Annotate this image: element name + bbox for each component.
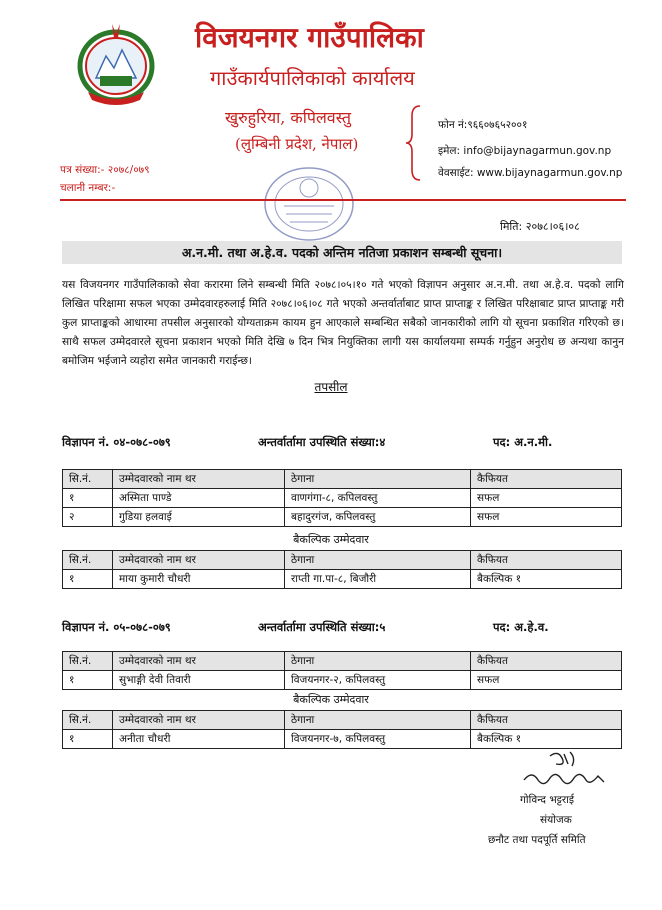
nepal-emblem-icon — [66, 20, 166, 106]
table-cell: विजयनगर-२, कपिलवस्तु — [285, 671, 471, 690]
header-cell: सि.नं. — [63, 652, 113, 671]
brace-divider — [404, 104, 422, 182]
attendance-count: अन्तर्वार्तामा उपस्थिति संख्या:४ — [258, 435, 386, 449]
header-cell: उम्मेदवारको नाम थर — [113, 551, 285, 570]
signatory-name: गोविन्द भट्टराई — [520, 794, 575, 806]
table-row — [63, 671, 622, 690]
alternate-table — [62, 710, 622, 749]
alternate-heading: बैकल्पिक उम्मेदवार — [293, 693, 369, 706]
header-divider — [60, 199, 626, 201]
post-name: पद: अ.हे.व. — [493, 620, 549, 634]
header-cell: सि.नं. — [63, 551, 113, 570]
advert-number: विज्ञापन नं. ०५-०७८-०७९ — [62, 620, 171, 634]
table-cell: बैकल्पिक १ — [471, 730, 622, 749]
post-name: पद: अ.न.मी. — [493, 435, 553, 449]
table-cell: १ — [63, 570, 113, 589]
results-table — [62, 651, 622, 690]
table-row — [63, 489, 622, 508]
header-cell: सि.नं. — [63, 470, 113, 489]
header-cell: ठेगाना — [285, 711, 471, 730]
signatory-role: संयोजक — [540, 814, 572, 826]
province-line: (लुम्बिनी प्रदेश, नेपाल) — [235, 135, 359, 153]
tapsil-heading: तपसील — [314, 380, 348, 394]
table-cell: सफल — [471, 671, 622, 690]
municipality-title: विजयनगर गाउँपालिका — [195, 21, 424, 54]
table-cell: गुडिया हलवाई — [113, 508, 285, 527]
results-table — [62, 469, 622, 527]
table-cell: अनीता चौधरी — [113, 730, 285, 749]
table-cell: अस्मिता पाण्डे — [113, 489, 285, 508]
office-stamp-icon — [262, 164, 357, 244]
header-cell: उम्मेदवारको नाम थर — [113, 470, 285, 489]
table-cell: बहादुरगंज, कपिलवस्तु — [285, 508, 471, 527]
dispatch-number: चलानी नम्बर:- — [60, 182, 116, 194]
table-header-row — [63, 470, 622, 489]
header-cell: ठेगाना — [285, 551, 471, 570]
table-cell: सफल — [471, 508, 622, 527]
table-row — [63, 570, 622, 589]
table-cell: वाणगंगा-८, कपिलवस्तु — [285, 489, 471, 508]
notice-body: यस विजयनगर गाउँपालिकाको सेवा करारमा लिने सम्बन्धी मिति २०७८।०५।१० गते भएको विज्ञापन अनुसार अ.न.मी. तथा अ.हे.व. पदको लागि लिखित परिक्षामा सफल भएका उम्मेदवारहरुलाई मिति २०७८।०६।०८ गते भएको अन्तर्वार्ताबाट प्राप्त प्राप्ताङ्क र लिखित परिक्षाबाट प्राप्त प्राप्ताङ्क गरी कुल प्राप्ताङ्कको आधारमा तपसील अनुसारको योग्यताक्रम कायम हुन आएकाले सम्बन्धित सबैको जानकारीको लागि यो सूचना प्रकाशित गरिएको छ। साथै सफल उम्मेदवारले सूचना प्रकाशन भएको मिति देखि ७ दिन भित्र नियुक्तिका लागी यस कार्यालयमा सम्पर्क गर्नुहुन अनुरोध छ अन्यथा कानुन बमोजिम भईजाने व्यहोरा समेत जानकारी गराईन्छ। — [62, 279, 624, 367]
table-cell: सुभाङ्गी देवी तिवारी — [113, 671, 285, 690]
header-cell: उम्मेदवारको नाम थर — [113, 652, 285, 671]
location-line: खुरुहुरिया, कपिलवस्तु — [225, 108, 352, 127]
header-cell: कैफियत — [471, 470, 622, 489]
header-cell: कैफियत — [471, 711, 622, 730]
header-cell: सि.नं. — [63, 711, 113, 730]
header-cell: उम्मेदवारको नाम थर — [113, 711, 285, 730]
table-header-row — [63, 551, 622, 570]
table-cell: १ — [63, 730, 113, 749]
website-line: वेवसाईट: www.bijaynagarmun.gov.np — [438, 167, 623, 179]
header-cell: कैफियत — [471, 652, 622, 671]
table-cell: १ — [63, 489, 113, 508]
table-cell: विजयनगर-७, कपिलवस्तु — [285, 730, 471, 749]
email-line: इमेल: info@bijaynagarmun.gov.np — [438, 145, 612, 157]
header-cell: ठेगाना — [285, 470, 471, 489]
table-header-row — [63, 652, 622, 671]
table-row — [63, 508, 622, 527]
table-header-row — [63, 711, 622, 730]
office-title: गाउँकार्यपालिकाको कार्यालय — [210, 66, 415, 90]
table-cell: सफल — [471, 489, 622, 508]
phone-line: फोन नं:९६६०७६५२००१ — [438, 119, 528, 131]
table-cell: २ — [63, 508, 113, 527]
table-cell: बैकल्पिक १ — [471, 570, 622, 589]
table-cell: राप्ती गा.पा-८, बिजौरी — [285, 570, 471, 589]
table-cell: माया कुमारी चौधरी — [113, 570, 285, 589]
table-row — [63, 730, 622, 749]
header-cell: ठेगाना — [285, 652, 471, 671]
signatory-committee: छनौट तथा पदपूर्ति समिति — [488, 834, 586, 846]
alternate-table — [62, 550, 622, 589]
notice-date: मिति: २०७८।०६।०८ — [500, 220, 580, 233]
alternate-heading: बैकल्पिक उम्मेदवार — [293, 533, 369, 546]
advert-number: विज्ञापन नं. ०४-०७८-०७९ — [62, 435, 171, 449]
header-cell: कैफियत — [471, 551, 622, 570]
notice-subject: अ.न.मी. तथा अ.हे.व. पदको अन्तिम नतिजा प्रकाशन सम्बन्धी सूचना। — [62, 241, 622, 264]
signature-icon — [520, 748, 610, 792]
letter-number: पत्र संख्या:- २०७८/०७९ — [60, 164, 150, 176]
attendance-count: अन्तर्वार्तामा उपस्थिति संख्या:५ — [258, 620, 386, 634]
table-cell: १ — [63, 671, 113, 690]
